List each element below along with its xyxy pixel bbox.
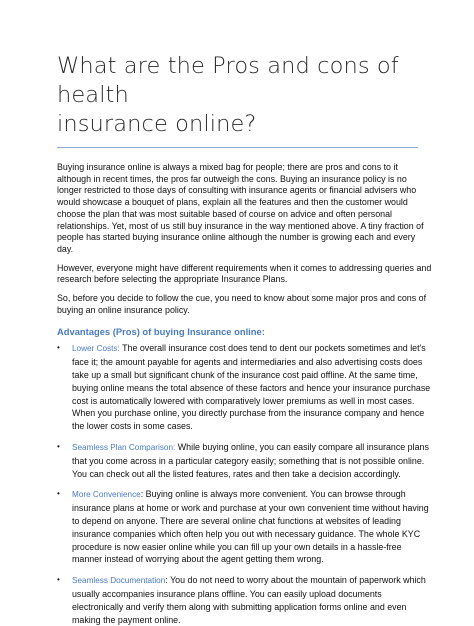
bullet-icon: • <box>57 343 60 353</box>
list-item <box>57 488 432 566</box>
advantage-text: : Buying online is always more convenient. You can browse through insurance plans at home or work and purchase at your own convenient time without having to depend on anyone. There are several online chat functions at websites of leading insurance companies which often help you out with necessary guidance. The whole KYC procedure is now easier online while you can fill up your own details in a hassle-free manner instead of worrying about the agent getting them wrong. <box>72 489 429 565</box>
title-line-1: What are the Pros and cons of health <box>57 53 399 108</box>
bullet-icon: • <box>57 442 60 452</box>
intro-paragraph-3: So, before you decide to follow the cue, you need to know about some major pros and cons of buying an online insurance policy. <box>57 293 427 315</box>
bullet-icon: • <box>57 489 60 499</box>
page-title <box>57 52 432 139</box>
bullet-icon: • <box>57 575 60 585</box>
intro-paragraph-2: However, everyone might have different requirements when it comes to addressing queries and research before selecting the appropriate Insurance Plans. <box>57 262 432 285</box>
list-item <box>57 441 432 480</box>
advantage-text: : You do not need to worry about the mountain of paperwork which usually accompanies insurance plans offline. You can easily upload documents electronically and verify them along with submitting application forms online and even making the payment online. <box>72 575 426 625</box>
advantage-text: The overall insurance cost does tend to dent our pockets sometimes and let's face it; the amount payable for agents and intermediaries and also advertising costs does take up a small but significant chunk of the insurance cost paid offline. At the same time, buying online means the total absence of these factors and hence your insurance purchase cost is automatically lowered with comparatively lower premiums as well in most cases. When you purchase online, you directly purchase from the insurance company and hence the lower costs in some cases. <box>72 343 431 432</box>
advantage-lead: Lower Costs: <box>72 344 120 354</box>
title-divider <box>57 147 418 148</box>
advantages-list <box>57 342 432 626</box>
advantage-lead: Seamless Documentation <box>72 576 166 586</box>
title-line-2: insurance online? <box>57 111 257 137</box>
advantage-lead: Seamless Plan Comparison: <box>72 443 176 453</box>
list-item <box>57 574 432 626</box>
advantage-lead: More Convenience <box>72 490 141 500</box>
advantages-heading: Advantages (Pros) of buying Insurance online: <box>57 326 265 338</box>
list-item <box>57 342 432 433</box>
advantage-text: While buying online, you can easily compare all insurance plans that you come across in a particular category easily; something that is not possible online. You can check out all the listed features, rates and then take a decision accordingly. <box>72 442 429 479</box>
intro-paragraph-1: Buying insurance online is always a mixed bag for people; there are pros and cons to it although in recent times, the pros far outweigh the cons. Buying an insurance policy is no longer restricted to those days of consulting with insurance agents or financial advisers who would showcase a bouquet of plans, explain all the features and then the customer would choose the plan that was most suitable based of course on advice and often personal relationships. Yet, most of us still buy insurance in the way mentioned above. A tiny fraction of people has started buying insurance online although the number is growing each and every day. <box>57 162 424 254</box>
